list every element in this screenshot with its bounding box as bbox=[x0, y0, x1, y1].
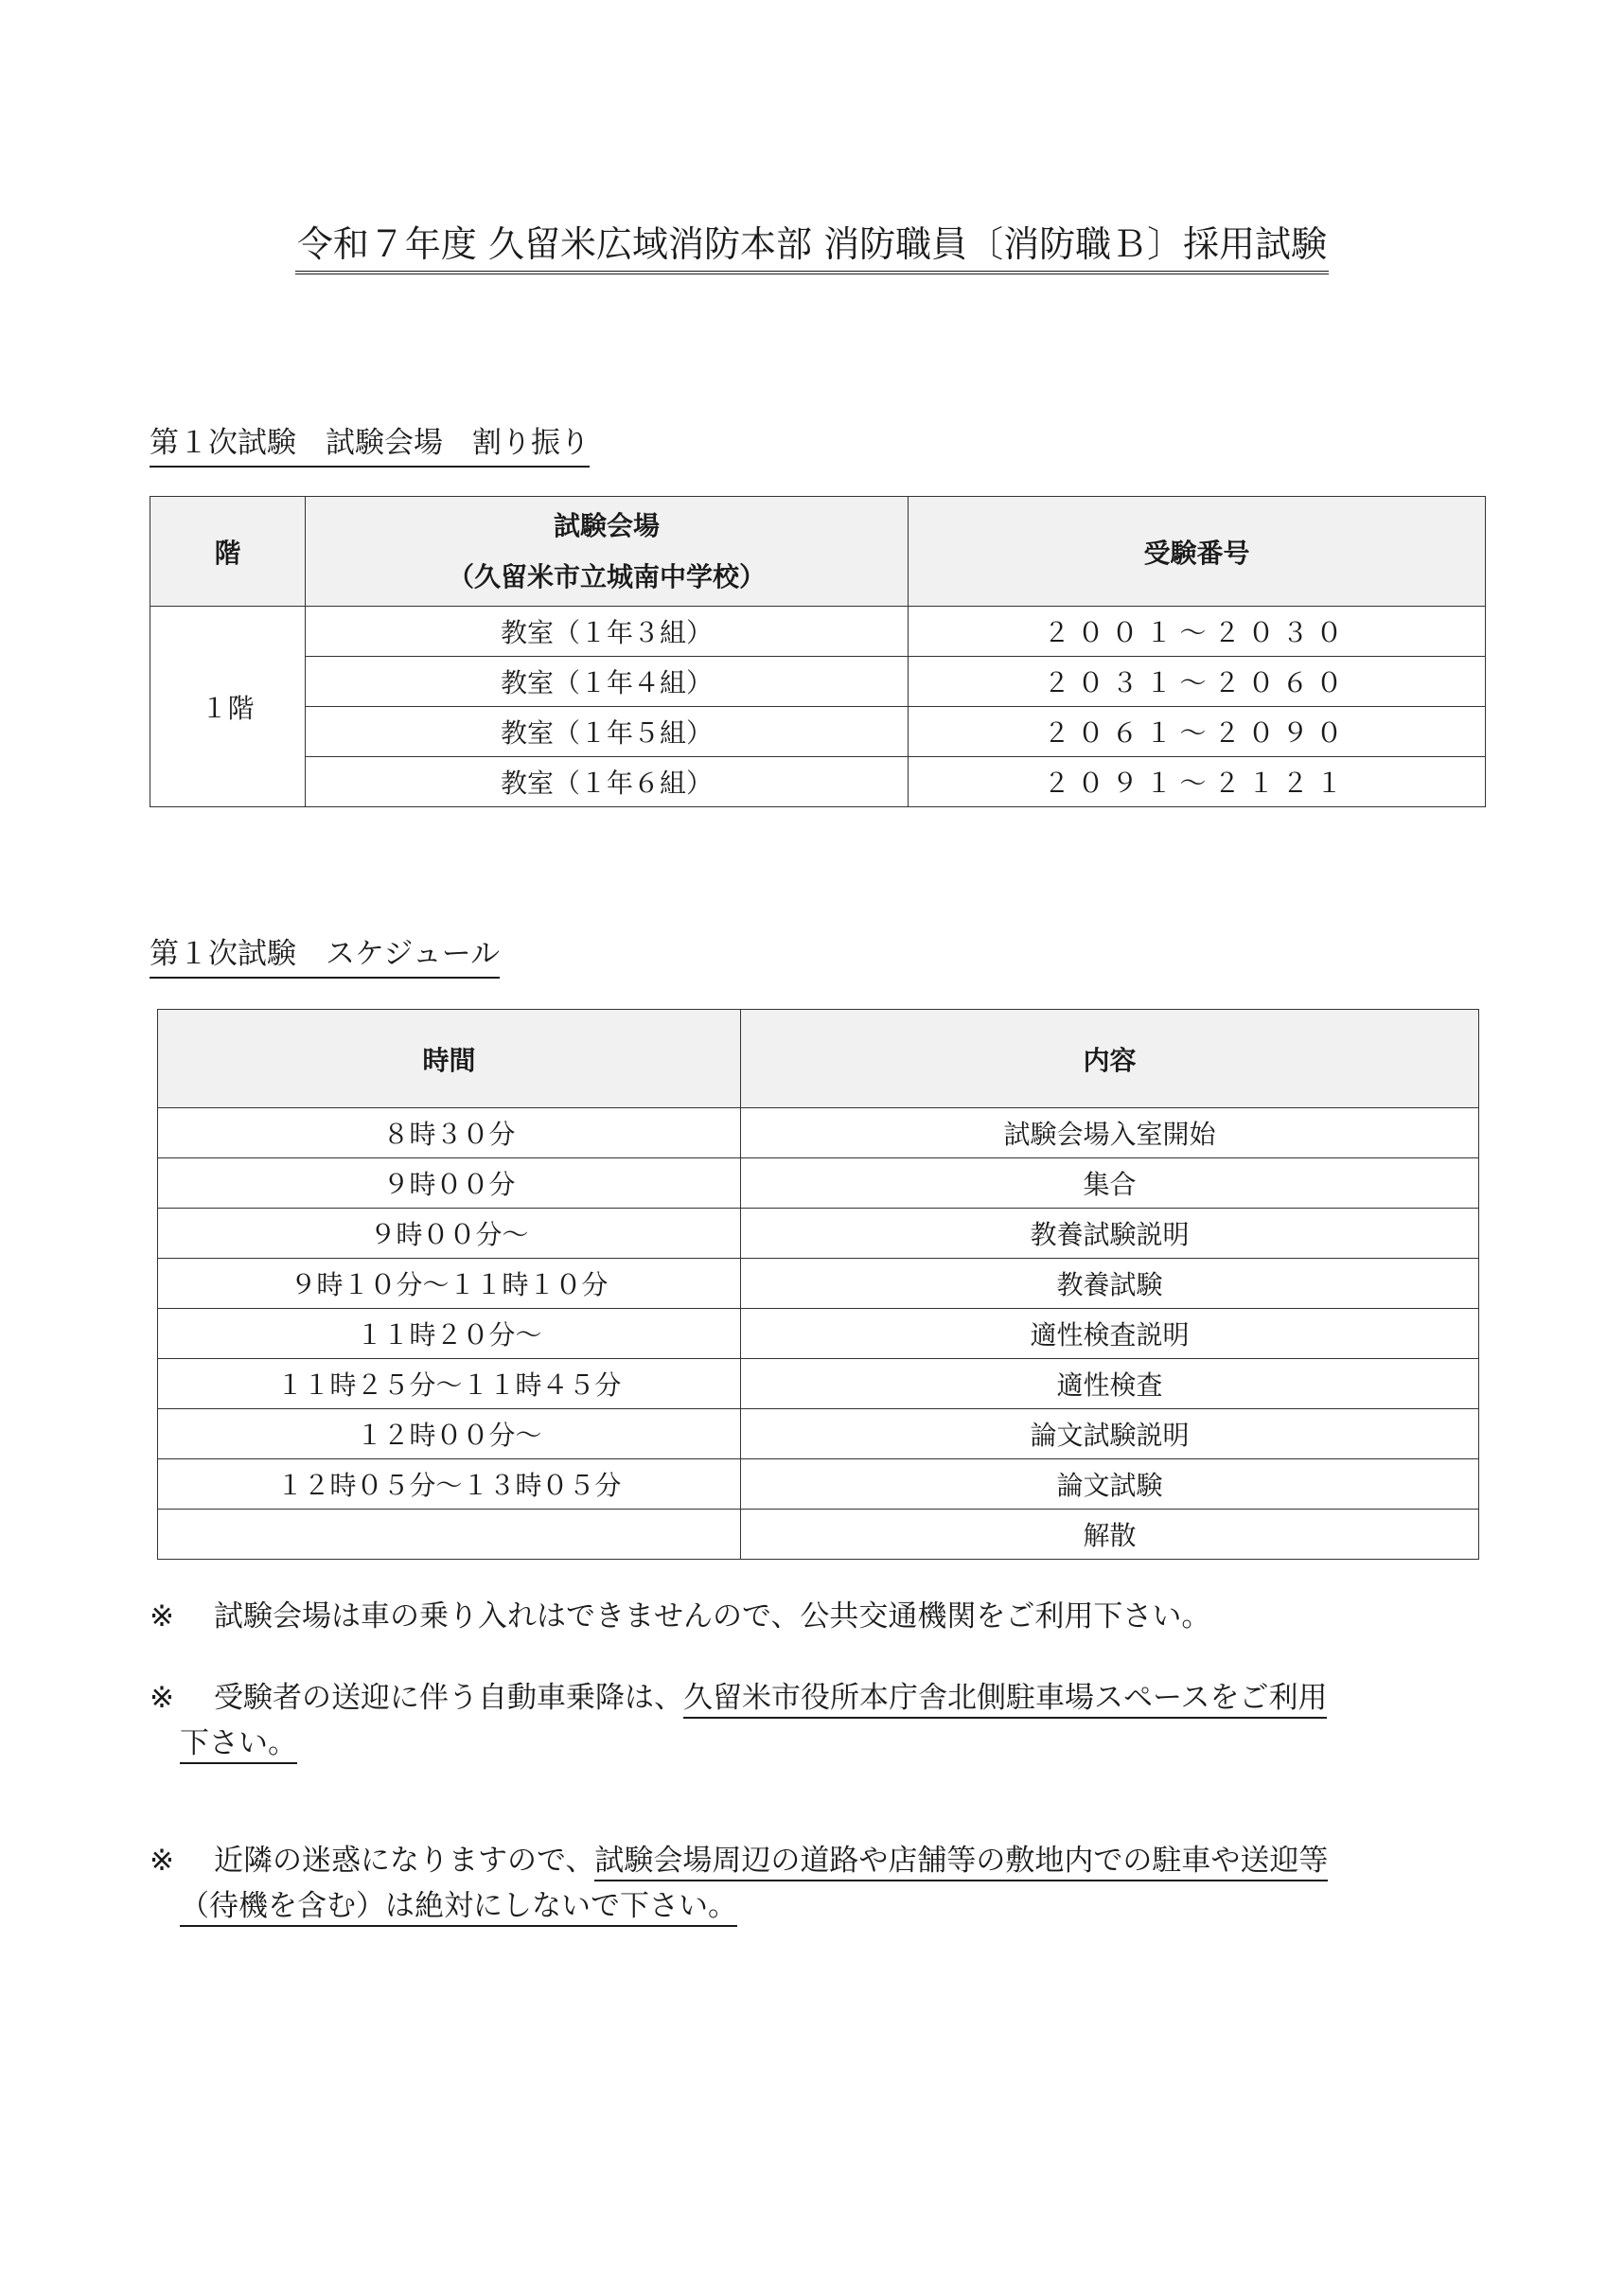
header-content: 内容 bbox=[741, 1010, 1479, 1108]
page-title-text: 令和７年度 久留米広域消防本部 消防職員〔消防職Ｂ〕採用試験 bbox=[295, 220, 1329, 274]
time-cell: ９時１０分～１１時１０分 bbox=[158, 1259, 741, 1309]
content-cell: 教養試験説明 bbox=[741, 1209, 1479, 1259]
note-3-text: 近隣の迷惑になりますので、 bbox=[214, 1844, 595, 1878]
content-cell: 集合 bbox=[741, 1158, 1479, 1209]
content-cell: 適性検査説明 bbox=[741, 1309, 1479, 1359]
time-cell: ８時３０分 bbox=[158, 1108, 741, 1158]
range-cell: ２０６１～２０９０ bbox=[909, 707, 1486, 757]
content-cell: 適性検査 bbox=[741, 1359, 1479, 1409]
note-1 bbox=[150, 1594, 1474, 1639]
content-cell: 教養試験 bbox=[741, 1259, 1479, 1309]
header-venue bbox=[306, 497, 909, 607]
time-cell bbox=[158, 1510, 741, 1560]
venue-table bbox=[150, 496, 1486, 807]
time-cell: １２時００分～ bbox=[158, 1409, 741, 1459]
range-cell: ２００１～２０３０ bbox=[909, 607, 1486, 657]
header-time: 時間 bbox=[158, 1010, 741, 1108]
content-cell: 解散 bbox=[741, 1510, 1479, 1560]
note-2-text: 受験者の送迎に伴う自動車乗降は、 bbox=[214, 1681, 683, 1715]
note-mark: ※ bbox=[150, 1599, 174, 1634]
note-mark: ※ bbox=[150, 1681, 174, 1715]
note-2 bbox=[150, 1675, 1474, 1766]
room-cell: 教室（１年６組） bbox=[306, 757, 909, 807]
room-cell: 教室（１年５組） bbox=[306, 707, 909, 757]
room-cell: 教室（１年４組） bbox=[306, 657, 909, 707]
page-title bbox=[0, 220, 1624, 274]
note-3 bbox=[150, 1838, 1474, 1929]
note-3-underline-1: 試験会場周辺の道路や店舗等の敷地内での駐車や送迎等 bbox=[594, 1844, 1328, 1881]
header-venue-line1: 試験会場 bbox=[553, 509, 660, 541]
room-cell: 教室（１年３組） bbox=[306, 607, 909, 657]
range-cell: ２０３１～２０６０ bbox=[909, 657, 1486, 707]
header-venue-line2: （久留米市立城南中学校） bbox=[447, 560, 766, 592]
header-floor: 階 bbox=[150, 497, 306, 607]
content-cell: 論文試験説明 bbox=[741, 1409, 1479, 1459]
time-cell: ９時００分 bbox=[158, 1158, 741, 1209]
note-2-underline-1: 久留米市役所本庁舎北側駐車場スペースをご利用 bbox=[683, 1681, 1327, 1719]
content-cell: 試験会場入室開始 bbox=[741, 1108, 1479, 1158]
section-venue-label: 第１次試験 試験会場 割り振り bbox=[150, 422, 590, 468]
note-mark: ※ bbox=[150, 1844, 174, 1878]
range-cell: ２０９１～２１２１ bbox=[909, 757, 1486, 807]
time-cell: １２時０５分～１３時０５分 bbox=[158, 1459, 741, 1510]
schedule-table bbox=[157, 1009, 1479, 1560]
note-3-underline-2: （待機を含む）は絶対にしないで下さい。 bbox=[180, 1889, 737, 1927]
time-cell: １１時２０分～ bbox=[158, 1309, 741, 1359]
header-number: 受験番号 bbox=[909, 497, 1486, 607]
note-1-text: 試験会場は車の乗り入れはできませんので、公共交通機関をご利用下さい。 bbox=[214, 1599, 1211, 1634]
floor-cell: １階 bbox=[150, 607, 306, 807]
section-schedule-label: 第１次試験 スケジュール bbox=[150, 933, 500, 979]
time-cell: １１時２５分～１１時４５分 bbox=[158, 1359, 741, 1409]
time-cell: ９時００分～ bbox=[158, 1209, 741, 1259]
note-2-underline-2: 下さい。 bbox=[180, 1726, 297, 1764]
content-cell: 論文試験 bbox=[741, 1459, 1479, 1510]
